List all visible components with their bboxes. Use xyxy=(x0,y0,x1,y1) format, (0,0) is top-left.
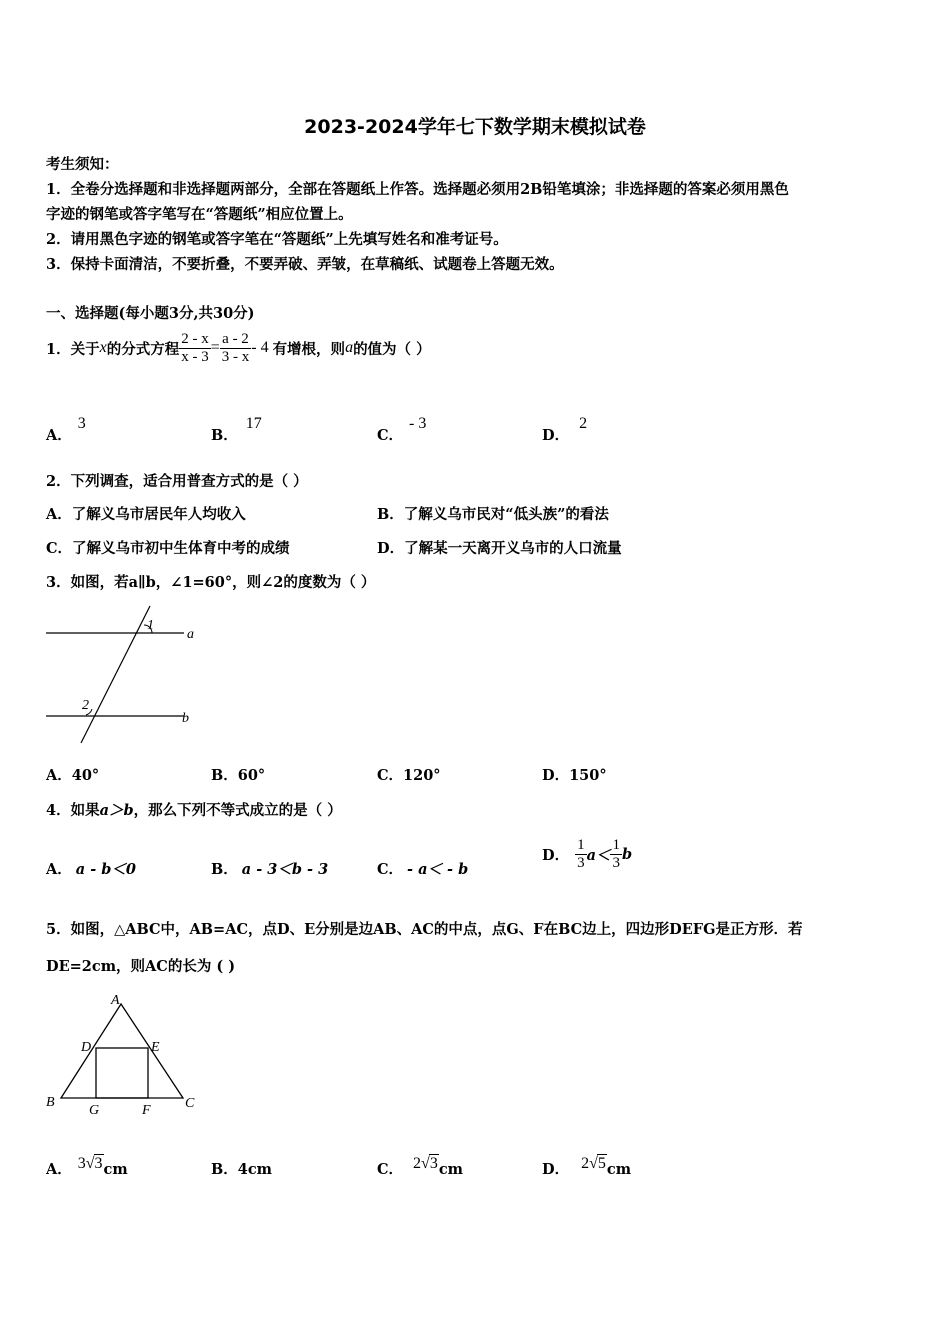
page-title: 2023-2024学年七下数学期末模拟试卷 xyxy=(304,116,646,138)
q4-option-a-expr: a - b＜0 xyxy=(75,861,137,878)
q1-f2-den: 3 - x xyxy=(221,348,250,365)
q5-triangle-square-figure xyxy=(44,990,204,1118)
q5-option-d: D． 2√5cm xyxy=(542,1155,632,1178)
q3-parallel-lines-figure xyxy=(44,603,200,745)
label-e: E xyxy=(151,1040,160,1055)
q4-option-b: B． a - 3＜b - 3 xyxy=(211,861,329,878)
q1-option-b-value: 17 xyxy=(245,415,262,432)
label-f: F xyxy=(142,1103,151,1118)
q1-option-c: C．- 3 xyxy=(377,415,427,444)
question-5-stem-2: DE=2cm，则AC的长为 ( ) xyxy=(46,958,236,975)
label-line-a: a xyxy=(187,627,194,642)
q3-option-c: C．120° xyxy=(377,767,441,784)
q1-option-d: D．2 xyxy=(542,415,588,444)
q1-text-2: 的分式方程 xyxy=(106,340,180,358)
q4-d-fraction-1: $\frac{1}{3}$ xyxy=(577,836,585,871)
notice-heading: 考生须知： xyxy=(46,156,119,173)
label-angle-1: 1 xyxy=(147,618,154,633)
q5-option-a-radical: 3√3 xyxy=(77,1155,103,1172)
q4-option-c: C． - a＜ - b xyxy=(377,861,469,878)
q2-option-a: A．了解义乌市居民年人均收入 xyxy=(46,506,246,523)
q1-f1-den: x - 3 xyxy=(181,348,209,365)
q4-condition: a＞b xyxy=(99,802,134,819)
q2-option-d: D．了解某一天离开义乌市的人口流量 xyxy=(377,540,622,557)
q4-d-middle: a＜ xyxy=(586,846,611,864)
q5-option-c: C． 2√3cm xyxy=(377,1155,463,1178)
label-c: C xyxy=(185,1096,195,1111)
q1-var-x: x xyxy=(99,339,107,356)
q1-var-a: a xyxy=(345,339,354,356)
q1-fraction-2 xyxy=(220,331,252,366)
square-defg xyxy=(96,1048,148,1098)
question-4-stem: 4．如果a＞b，那么下列不等式成立的是（ ） xyxy=(46,802,342,819)
q2-option-c: C．了解义乌市初中生体育中考的成绩 xyxy=(46,540,290,557)
q1-option-a: A．3 xyxy=(46,415,86,444)
q4-option-b-expr: a - 3＜b - 3 xyxy=(241,861,329,878)
q2-option-b: B．了解义乌市民对“低头族”的看法 xyxy=(377,506,609,523)
section-heading: 一、选择题(每小题3分,共30分) xyxy=(46,305,255,322)
q1-fraction-1 xyxy=(179,331,211,366)
q1-f2-num: a - 2 xyxy=(220,331,252,349)
q3-option-d: D．150° xyxy=(542,767,607,784)
q1-tail: - 4 xyxy=(251,339,269,356)
q4-option-a: A． a - b＜0 xyxy=(46,861,137,878)
q1-text-1: 1．关于 xyxy=(46,340,100,358)
q1-text-4: 的值为（ ） xyxy=(353,340,431,358)
q3-option-b: B．60° xyxy=(211,767,266,784)
label-line-b: b xyxy=(182,711,189,726)
question-1-stem xyxy=(46,328,431,368)
question-3-stem: 3．如图，若a∥b，∠1=60°，则∠2的度数为（ ） xyxy=(46,574,376,591)
q4-d-end: b xyxy=(621,845,633,863)
q5-option-c-radical: 2√3 xyxy=(413,1155,438,1172)
transversal-line xyxy=(81,606,150,743)
label-g: G xyxy=(89,1103,100,1118)
triangle-abc xyxy=(61,1004,183,1098)
notice-line-1b: 字迹的钢笔或答字笔写在“答题纸”相应位置上。 xyxy=(46,206,353,223)
q1-option-a-value: 3 xyxy=(77,415,86,432)
notice-line-3: 3．保持卡面清洁，不要折叠，不要弄破、弄皱，在草稿纸、试题卷上答题无效。 xyxy=(46,256,564,273)
q1-equals: = xyxy=(210,339,220,356)
question-2-stem: 2．下列调查，适合用普查方式的是（ ） xyxy=(46,473,308,490)
label-a: A xyxy=(111,993,120,1008)
q4-option-c-expr: - a＜ - b xyxy=(407,861,469,878)
question-5-stem-1: 5．如图，△ABC中，AB=AC，点D、E分别是边AB、AC的中点，点G、F在BC边上，四边形DEFG是正方形．若 xyxy=(46,921,803,938)
q1-f1-num: 2 - x xyxy=(181,330,209,347)
q1-text-3: 有增根，则 xyxy=(272,340,346,358)
q5-option-b: B．4cm xyxy=(211,1161,273,1178)
label-d: D xyxy=(81,1040,92,1055)
notice-line-2: 2．请用黑色字迹的钢笔或答字笔在“答题纸”上先填写姓名和准考证号。 xyxy=(46,231,508,248)
q5-option-d-radical: 2√5 xyxy=(581,1155,606,1172)
q1-option-c-value: - 3 xyxy=(409,415,427,432)
q5-option-a: A． 3√3cm xyxy=(46,1155,128,1178)
q1-option-b: B．17 xyxy=(211,415,262,444)
q3-option-a: A．40° xyxy=(46,767,100,784)
q1-option-d-value: 2 xyxy=(579,415,588,432)
label-b: B xyxy=(46,1095,55,1110)
q4-d-fraction-2: $\frac{1}{3}$ xyxy=(612,836,620,871)
q4-option-d: D． $\frac{1}{3}$ a＜ $\frac{1}{3}$ b xyxy=(542,836,633,871)
label-angle-2: 2 xyxy=(82,698,89,713)
notice-line-1a: 1．全卷分选择题和非选择题两部分，全部在答题纸上作答。选择题必须用2B铅笔填涂；非选择题的答案必须用黑色 xyxy=(46,181,789,198)
